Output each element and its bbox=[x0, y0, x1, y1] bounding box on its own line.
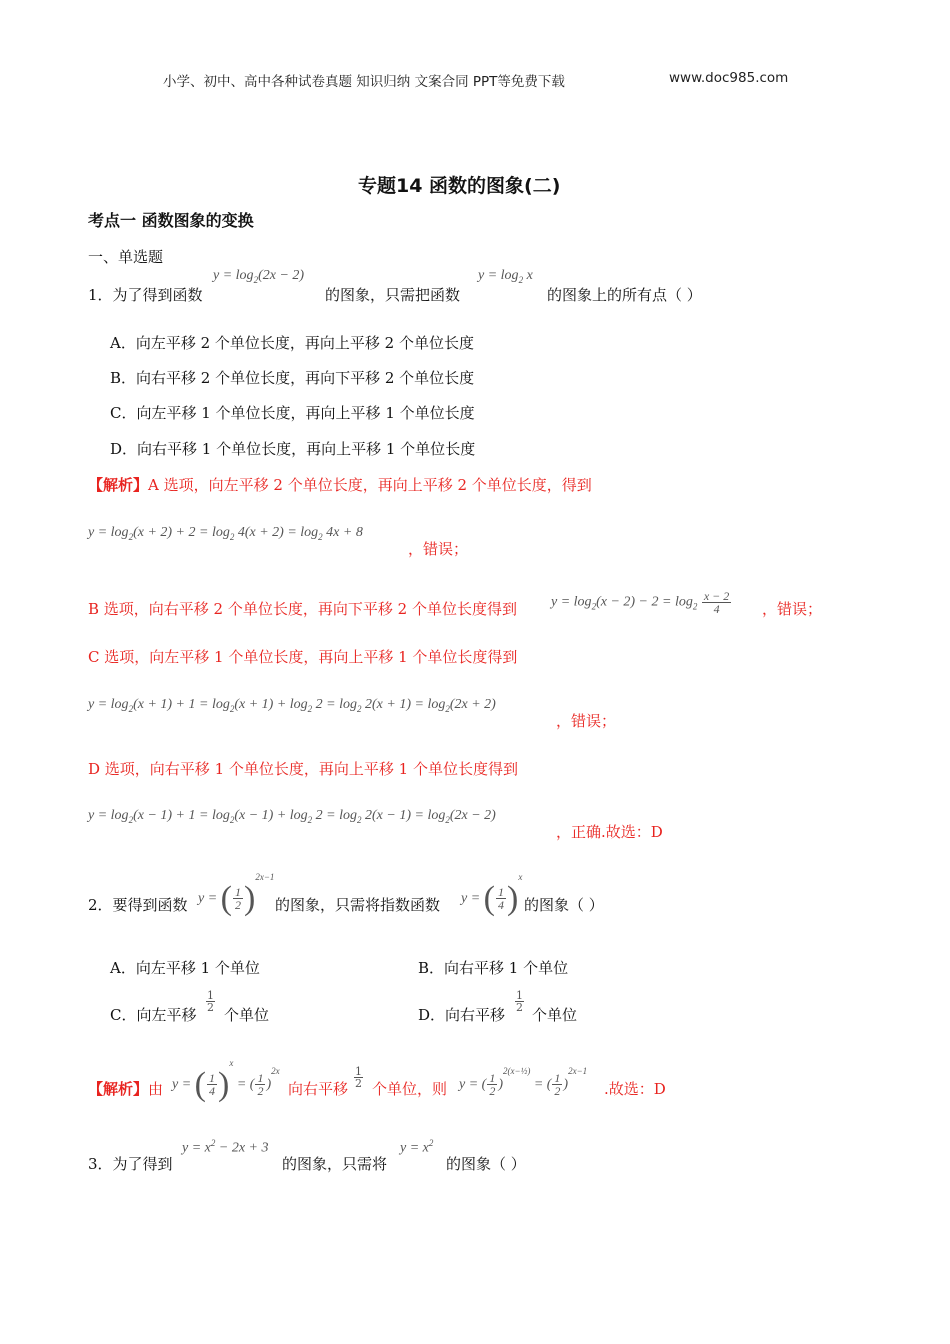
q2-analysis-formula-2: y = ( $\frac{1}{2}$ )$^{2(x-\frac{1}{2})}$ = ( $\frac{1}{2}$ )$^{2x-1}$ bbox=[459, 1066, 588, 1099]
q1-suffix: 的图象上的所有点（ ） bbox=[547, 286, 702, 304]
q3-suffix: 的图象（ ） bbox=[446, 1155, 526, 1173]
q2-shift-unit: 个单位，则 bbox=[372, 1080, 448, 1098]
q2-prefix: 2．要得到函数 bbox=[88, 896, 188, 914]
q1-correct-d bbox=[556, 821, 663, 842]
q2-conclusion bbox=[604, 1078, 666, 1099]
q1-analysis-c: C 选项，向左平移 1 个单位长度，再向上平移 1 个单位长度得到 bbox=[88, 648, 518, 666]
q2-shift-text: 向右平移 bbox=[288, 1080, 349, 1098]
q2-analysis-start bbox=[88, 1078, 163, 1099]
q1-formula-a: $y = \log_2(x + 2) + 2 = \log_2 4(x + 2) = \log_2 4x + 8$ bbox=[88, 525, 363, 542]
q3-mid: 的图象，只需将 bbox=[282, 1155, 388, 1173]
q2-option-d-fraction: $\frac{1}{2}$ bbox=[516, 989, 523, 1014]
q2-analysis-formula-1: y = ( $\frac{1}{4}$ )$^x$ = ( $\frac{1}{2}$ )$^{2x}$ bbox=[172, 1058, 280, 1103]
q1-option-a[interactable]: A．向左平移 2 个单位长度，再向上平移 2 个单位长度 bbox=[110, 334, 474, 352]
q1-analysis-a: A 选项，向左平移 2 个单位长度，再向上平移 2 个单位长度，得到 bbox=[148, 476, 592, 494]
q1-answer: D bbox=[650, 823, 663, 841]
q3-formula-source: $y = x^2$ bbox=[400, 1138, 434, 1156]
q1-formula-d: $y = \log_2(x - 1) + 1 = \log_2(x - 1) + \log_2 2 = \log_2 2(x - 1) = \log_2(2x - 2)$ bbox=[88, 808, 496, 825]
q2-option-c[interactable] bbox=[110, 1004, 196, 1025]
section-heading: 考点一 函数图象的变换 bbox=[88, 211, 254, 230]
q2-formula-source: y = ( $\frac{1}{4}$ )$^x$ bbox=[461, 872, 523, 917]
q1-analysis-line-a bbox=[88, 474, 592, 495]
q3-formula-target: $y = x^2 - 2x + 3$ bbox=[182, 1138, 269, 1156]
q2-answer: D bbox=[653, 1080, 666, 1098]
q1-option-d[interactable]: D．向右平移 1 个单位长度，再向上平移 1 个单位长度 bbox=[110, 440, 476, 458]
q1-prefix: 1．为了得到函数 bbox=[88, 286, 203, 304]
q1-formula-source: $y = \log_2 x$ bbox=[478, 268, 533, 285]
q2-mid: 的图象，只需将指数函数 bbox=[275, 896, 441, 914]
q2-formula-target: y = ( $\frac{1}{2}$ )$^{2x-1}$ bbox=[198, 872, 275, 917]
q1-option-c[interactable]: C．向左平移 1 个单位长度，再向上平移 1 个单位长度 bbox=[110, 404, 475, 422]
analysis-tag: 【解析】 bbox=[88, 476, 149, 494]
q1-correct-text: ，正确.故选： bbox=[556, 823, 651, 841]
q1-mid: 的图象，只需把函数 bbox=[325, 286, 461, 304]
header-url[interactable]: www.doc985.com bbox=[669, 70, 789, 86]
q2-option-d-unit: 个单位 bbox=[532, 1006, 578, 1024]
q2-end-text: .故选： bbox=[604, 1080, 654, 1098]
q2-suffix: 的图象（ ） bbox=[524, 896, 604, 914]
q1-formula-c: $y = \log_2(x + 1) + 1 = \log_2(x + 1) + \log_2 2 = \log_2 2(x + 1) = \log_2(2x + 2)$ bbox=[88, 697, 496, 714]
page-title: 专题14 函数的图象(二) bbox=[358, 175, 561, 197]
q2-option-c-label: C．向左平移 bbox=[110, 1006, 197, 1024]
header-text: 小学、初中、高中各种试卷真题 知识归纳 文案合同 PPT等免费下载 bbox=[163, 74, 565, 90]
q2-you: 由 bbox=[148, 1080, 164, 1098]
q2-option-d[interactable] bbox=[418, 1004, 505, 1025]
analysis-tag: 【解析】 bbox=[88, 1080, 149, 1098]
q2-option-c-unit: 个单位 bbox=[224, 1006, 270, 1024]
q2-shift-fraction: $\frac{1}{2}$ bbox=[355, 1065, 362, 1090]
q2-option-a[interactable]: A．向左平移 1 个单位 bbox=[110, 959, 260, 977]
q1-analysis-b: B 选项，向右平移 2 个单位长度，再向下平移 2 个单位长度得到 bbox=[88, 600, 517, 618]
q1-wrong-c: ，错误； bbox=[556, 712, 617, 730]
q1-wrong-a: ，错误； bbox=[408, 540, 469, 558]
q2-option-b[interactable]: B．向右平移 1 个单位 bbox=[418, 959, 569, 977]
subsection-heading: 一、单选题 bbox=[88, 248, 164, 266]
q2-option-d-label: D．向右平移 bbox=[418, 1006, 506, 1024]
q1-wrong-b: ，错误； bbox=[762, 600, 823, 618]
q3-prefix: 3．为了得到 bbox=[88, 1155, 173, 1173]
q2-option-c-fraction: $\frac{1}{2}$ bbox=[207, 989, 214, 1014]
q1-formula-b: $y = \log_2(x - 2) - 2 = \log_2$ $\frac{x - 2}{4}$ bbox=[551, 589, 730, 616]
q1-option-b[interactable]: B．向右平移 2 个单位长度，再向下平移 2 个单位长度 bbox=[110, 369, 475, 387]
q1-formula-target: $y = \log_2(2x - 2)$ bbox=[213, 268, 305, 285]
q1-analysis-d: D 选项，向右平移 1 个单位长度，再向上平移 1 个单位长度得到 bbox=[88, 760, 518, 778]
